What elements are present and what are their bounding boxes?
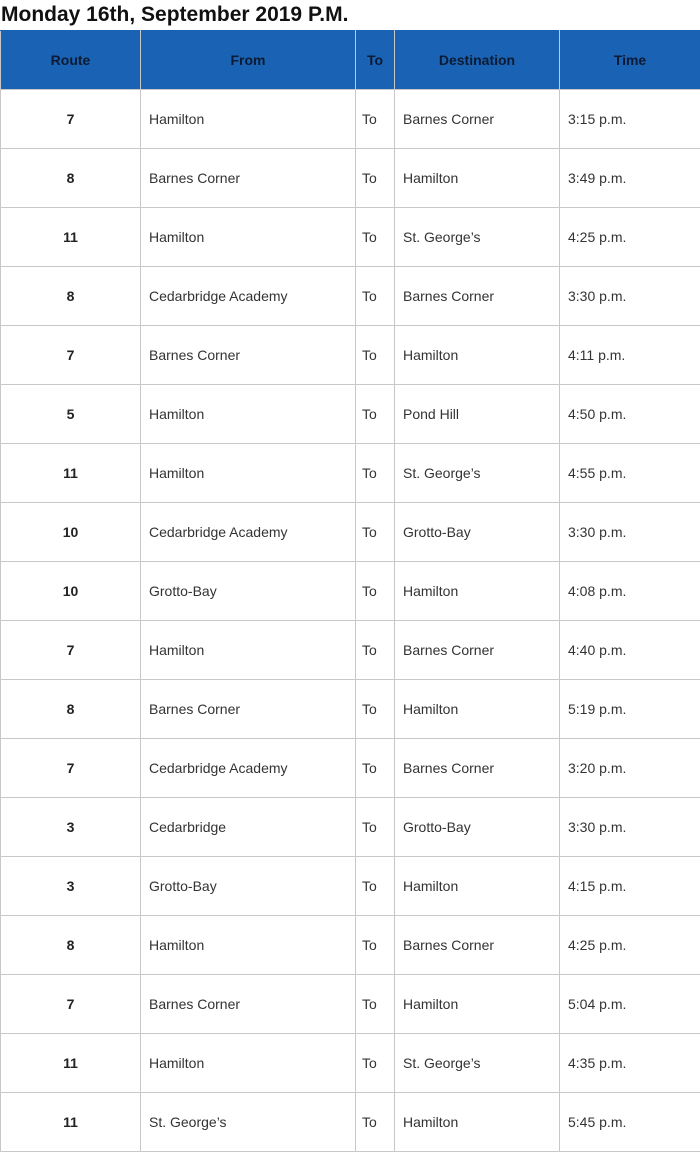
table-row: [1, 916, 700, 975]
from-cell: Hamilton: [141, 916, 356, 975]
destination-cell: Hamilton: [395, 149, 560, 208]
route-cell: 11: [1, 1093, 141, 1152]
to-cell: To: [356, 916, 395, 975]
route-cell: 8: [1, 916, 141, 975]
route-cell: 7: [1, 90, 141, 149]
from-cell: Barnes Corner: [141, 326, 356, 385]
from-cell: Hamilton: [141, 90, 356, 149]
time-cell: 3:30 p.m.: [560, 267, 700, 326]
from-cell: Hamilton: [141, 208, 356, 267]
route-cell: 11: [1, 444, 141, 503]
time-cell: 4:55 p.m.: [560, 444, 700, 503]
destination-cell: Grotto-Bay: [395, 503, 560, 562]
destination-cell: Barnes Corner: [395, 621, 560, 680]
time-cell: 4:25 p.m.: [560, 916, 700, 975]
header-row: [1, 31, 700, 90]
from-cell: Hamilton: [141, 1034, 356, 1093]
to-cell: To: [356, 621, 395, 680]
route-cell: 7: [1, 975, 141, 1034]
time-cell: 4:50 p.m.: [560, 385, 700, 444]
to-cell: To: [356, 326, 395, 385]
route-cell: 8: [1, 149, 141, 208]
destination-cell: St. George’s: [395, 208, 560, 267]
from-cell: Cedarbridge: [141, 798, 356, 857]
route-cell: 8: [1, 267, 141, 326]
from-cell: Grotto-Bay: [141, 857, 356, 916]
time-cell: 3:20 p.m.: [560, 739, 700, 798]
time-cell: 5:19 p.m.: [560, 680, 700, 739]
from-cell: Cedarbridge Academy: [141, 739, 356, 798]
destination-cell: Barnes Corner: [395, 916, 560, 975]
destination-cell: Hamilton: [395, 857, 560, 916]
table-row: [1, 503, 700, 562]
to-cell: To: [356, 208, 395, 267]
to-cell: To: [356, 90, 395, 149]
table-row: [1, 267, 700, 326]
time-cell: 3:30 p.m.: [560, 798, 700, 857]
to-cell: To: [356, 857, 395, 916]
table-row: [1, 975, 700, 1034]
table-row: [1, 680, 700, 739]
to-cell: To: [356, 267, 395, 326]
route-cell: 7: [1, 739, 141, 798]
to-cell: To: [356, 149, 395, 208]
table-row: [1, 798, 700, 857]
destination-cell: St. George’s: [395, 1034, 560, 1093]
schedule-body: [1, 90, 700, 1152]
destination-cell: Hamilton: [395, 680, 560, 739]
bus-schedule-table: [0, 30, 700, 1152]
time-cell: 3:30 p.m.: [560, 503, 700, 562]
table-row: [1, 326, 700, 385]
header-to: To: [356, 31, 395, 90]
from-cell: Cedarbridge Academy: [141, 503, 356, 562]
table-row: [1, 1034, 700, 1093]
time-cell: 4:40 p.m.: [560, 621, 700, 680]
table-row: [1, 857, 700, 916]
time-cell: 4:15 p.m.: [560, 857, 700, 916]
route-cell: 3: [1, 857, 141, 916]
from-cell: Cedarbridge Academy: [141, 267, 356, 326]
from-cell: Hamilton: [141, 444, 356, 503]
from-cell: Hamilton: [141, 385, 356, 444]
from-cell: St. George’s: [141, 1093, 356, 1152]
table-row: [1, 208, 700, 267]
table-row: [1, 562, 700, 621]
page-title: Monday 16th, September 2019 P.M.: [1, 3, 349, 26]
table-row: [1, 444, 700, 503]
destination-cell: Hamilton: [395, 326, 560, 385]
route-cell: 5: [1, 385, 141, 444]
from-cell: Hamilton: [141, 621, 356, 680]
to-cell: To: [356, 739, 395, 798]
route-cell: 7: [1, 621, 141, 680]
destination-cell: Barnes Corner: [395, 267, 560, 326]
header-time: Time: [560, 31, 700, 90]
route-cell: 10: [1, 503, 141, 562]
time-cell: 4:25 p.m.: [560, 208, 700, 267]
destination-cell: Grotto-Bay: [395, 798, 560, 857]
time-cell: 5:04 p.m.: [560, 975, 700, 1034]
header-from: From: [141, 31, 356, 90]
from-cell: Grotto-Bay: [141, 562, 356, 621]
destination-cell: Hamilton: [395, 975, 560, 1034]
destination-cell: Hamilton: [395, 1093, 560, 1152]
table-row: [1, 385, 700, 444]
route-cell: 11: [1, 1034, 141, 1093]
table-row: [1, 739, 700, 798]
table-row: [1, 90, 700, 149]
time-cell: 4:35 p.m.: [560, 1034, 700, 1093]
time-cell: 3:49 p.m.: [560, 149, 700, 208]
header-destination: Destination: [395, 31, 560, 90]
route-cell: 10: [1, 562, 141, 621]
destination-cell: Barnes Corner: [395, 739, 560, 798]
to-cell: To: [356, 503, 395, 562]
destination-cell: Pond Hill: [395, 385, 560, 444]
to-cell: To: [356, 680, 395, 739]
table-row: [1, 621, 700, 680]
header-route: Route: [1, 31, 141, 90]
to-cell: To: [356, 798, 395, 857]
to-cell: To: [356, 1034, 395, 1093]
from-cell: Barnes Corner: [141, 149, 356, 208]
time-cell: 5:45 p.m.: [560, 1093, 700, 1152]
route-cell: 3: [1, 798, 141, 857]
destination-cell: Hamilton: [395, 562, 560, 621]
table-row: [1, 149, 700, 208]
to-cell: To: [356, 562, 395, 621]
destination-cell: St. George’s: [395, 444, 560, 503]
time-cell: 4:08 p.m.: [560, 562, 700, 621]
to-cell: To: [356, 444, 395, 503]
to-cell: To: [356, 1093, 395, 1152]
table-row: [1, 1093, 700, 1152]
to-cell: To: [356, 975, 395, 1034]
route-cell: 7: [1, 326, 141, 385]
route-cell: 8: [1, 680, 141, 739]
from-cell: Barnes Corner: [141, 975, 356, 1034]
from-cell: Barnes Corner: [141, 680, 356, 739]
time-cell: 3:15 p.m.: [560, 90, 700, 149]
route-cell: 11: [1, 208, 141, 267]
to-cell: To: [356, 385, 395, 444]
time-cell: 4:11 p.m.: [560, 326, 700, 385]
destination-cell: Barnes Corner: [395, 90, 560, 149]
